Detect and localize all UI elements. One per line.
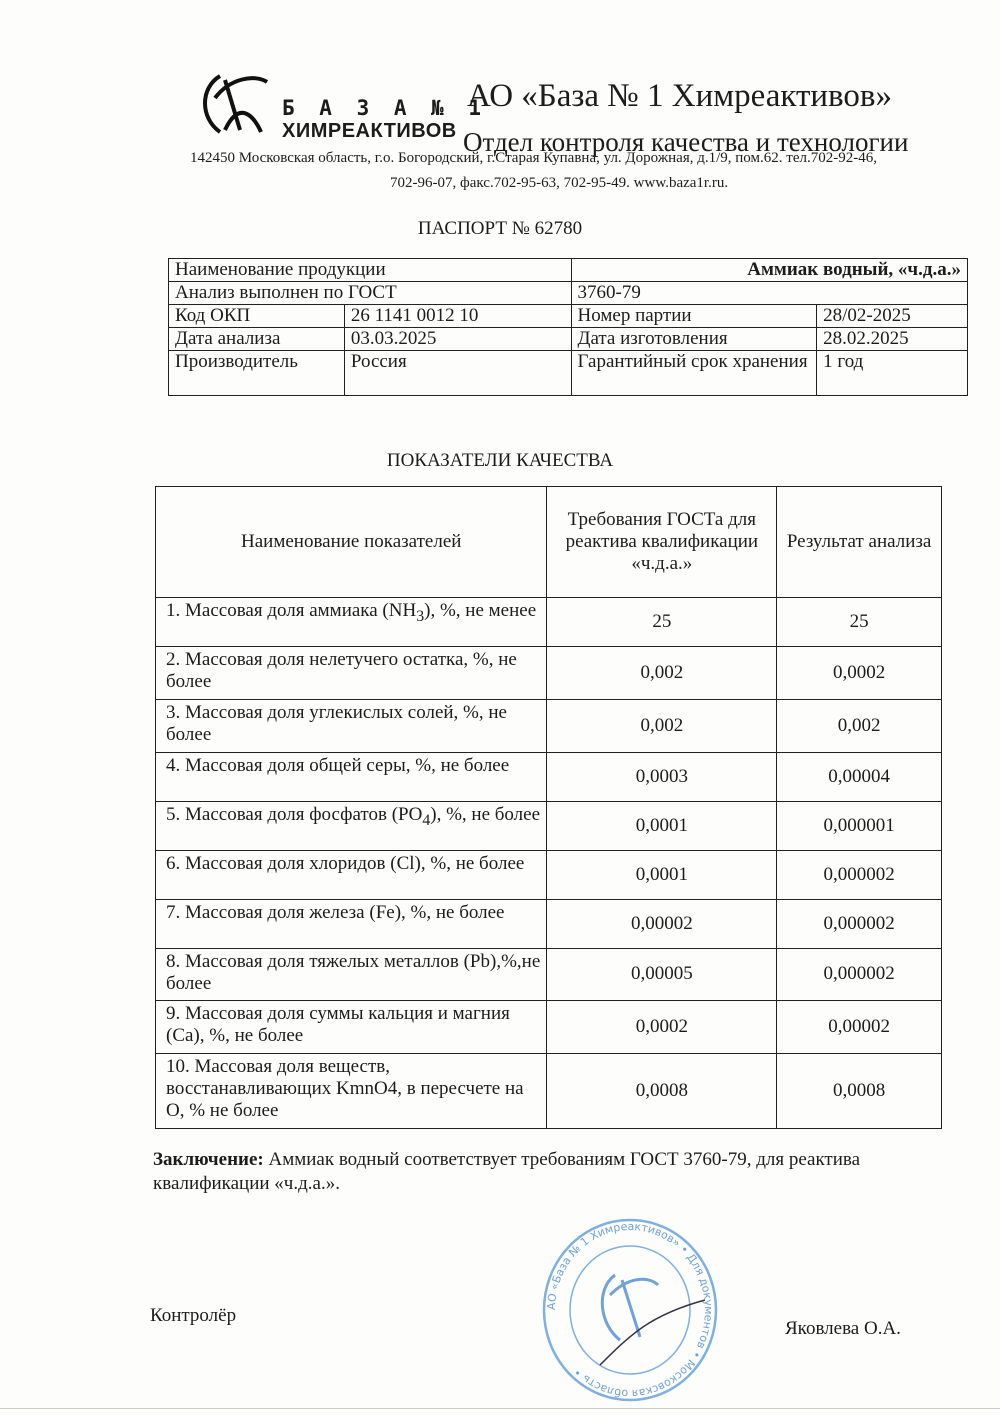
producer-value: Россия xyxy=(344,351,571,396)
batch-label: Номер партии xyxy=(571,305,817,328)
product-label: Наименование продукции xyxy=(169,259,572,282)
quality-title: ПОКАЗАТЕЛИ КАЧЕСТВА xyxy=(386,450,614,471)
indicator-name: 10. Массовая доля веществ, восстанавливающих KmnO4, в пересчете на O, % не более xyxy=(156,1054,547,1129)
controller-label: Контролёр xyxy=(150,1305,237,1326)
analysis-date-label: Дата анализа xyxy=(169,328,345,351)
conclusion-text: Аммиак водный соответствует требованиям ГОСТ 3760-79, для реактива квалификации «ч.д.а.». xyxy=(153,1149,861,1194)
indicator-name: 7. Массовая доля железа (Fe), %, не более xyxy=(156,899,547,948)
okp-label: Код ОКП xyxy=(169,305,345,328)
col-header-result: Результат анализа xyxy=(777,487,942,598)
table-row xyxy=(156,598,942,647)
table-row xyxy=(156,647,942,700)
result-value: 0,002 xyxy=(777,699,942,752)
indicator-name: 4. Массовая доля общей серы, %, не более xyxy=(156,752,547,801)
requirement-value: 0,002 xyxy=(547,647,777,700)
address-line-1: 142450 Московская область, г.о. Богородский, г.Старая Купавна, ул. Дорожная, д.1/9, пом.62. тел.702-92-46, xyxy=(190,150,877,166)
batch-value: 28/02-2025 xyxy=(817,305,968,328)
producer-label: Производитель xyxy=(169,351,345,396)
indicator-name: 3. Массовая доля углекислых солей, %, не более xyxy=(156,699,547,752)
scan-edge-line xyxy=(0,1408,1000,1409)
analysis-date-value: 03.03.2025 xyxy=(344,328,571,351)
gost-value: 3760-79 xyxy=(571,282,968,305)
table-row xyxy=(156,699,942,752)
department-name: Отдел контроля качества и технологии xyxy=(463,127,909,157)
logo-text-top: Б А З А № 1 xyxy=(282,96,488,120)
table-row xyxy=(156,1001,942,1054)
table-row xyxy=(169,351,968,396)
table-row xyxy=(169,305,968,328)
requirement-value: 25 xyxy=(547,598,777,647)
table-row xyxy=(156,899,942,948)
conclusion-label: Заключение: xyxy=(153,1149,264,1170)
requirement-value: 0,002 xyxy=(547,699,777,752)
col-header-requirement: Требования ГОСТа для реактива квалификации «ч.д.а.» xyxy=(547,487,777,598)
gost-label: Анализ выполнен по ГОСТ xyxy=(169,282,572,305)
table-row xyxy=(156,752,942,801)
shelf-life-label: Гарантийный срок хранения xyxy=(571,351,817,396)
stamp-text: АО «База № 1 Химреактивов» • Для документов • Московская область • xyxy=(544,1219,716,1401)
indicator-name: 1. Массовая доля аммиака $(NH_3)$, %, не менее xyxy=(156,598,547,647)
table-row xyxy=(169,259,968,282)
conclusion xyxy=(153,1148,913,1196)
table-row xyxy=(156,948,942,1001)
logo-text-bottom: ХИМРЕАКТИВОВ xyxy=(282,120,457,142)
result-value: 0,000002 xyxy=(777,899,942,948)
quality-table xyxy=(155,486,942,1129)
indicator-name: 9. Массовая доля суммы кальция и магния (Ca), %, не более xyxy=(156,1001,547,1054)
requirement-value: 0,0002 xyxy=(547,1001,777,1054)
org-name: АО «База № 1 Химреактивов» xyxy=(467,78,892,114)
result-value: 0,0008 xyxy=(777,1054,942,1129)
requirement-value: 0,00002 xyxy=(547,899,777,948)
requirement-value: 0,0001 xyxy=(547,850,777,899)
requirement-value: 0,0008 xyxy=(547,1054,777,1129)
result-value: 0,000002 xyxy=(777,850,942,899)
indicator-name: 2. Массовая доля нелетучего остатка, %, не более xyxy=(156,647,547,700)
okp-value: 26 1141 0012 10 xyxy=(344,305,571,328)
table-header-row xyxy=(156,487,942,598)
table-row xyxy=(156,850,942,899)
passport-title: ПАСПОРТ № 62780 xyxy=(417,218,583,239)
table-row xyxy=(156,1054,942,1129)
manufacture-date-label: Дата изготовления xyxy=(571,328,817,351)
product-info-table xyxy=(168,258,968,396)
table-row xyxy=(156,801,942,850)
company-logo-icon xyxy=(195,68,275,140)
result-value: 0,00002 xyxy=(777,1001,942,1054)
result-value: 0,00004 xyxy=(777,752,942,801)
stamp-seal xyxy=(540,1215,720,1405)
result-value: 0,000001 xyxy=(777,801,942,850)
indicator-name: 6. Массовая доля хлоридов (Cl), %, не более xyxy=(156,850,547,899)
table-row xyxy=(169,282,968,305)
requirement-value: 0,0003 xyxy=(547,752,777,801)
requirement-value: 0,00005 xyxy=(547,948,777,1001)
address-line-2: 702-96-07, факс.702-95-63, 702-95-49. www.baza1r.ru. xyxy=(390,175,729,191)
result-value: 25 xyxy=(777,598,942,647)
manufacture-date-value: 28.02.2025 xyxy=(817,328,968,351)
shelf-life-value: 1 год xyxy=(817,351,968,396)
product-value: Аммиак водный, «ч.д.а.» xyxy=(571,259,968,282)
result-value: 0,000002 xyxy=(777,948,942,1001)
requirement-value: 0,0001 xyxy=(547,801,777,850)
table-row xyxy=(169,328,968,351)
col-header-name: Наименование показателей xyxy=(156,487,547,598)
indicator-name: 5. Массовая доля фосфатов $(PO_4)$, %, не более xyxy=(156,801,547,850)
indicator-name: 8. Массовая доля тяжелых металлов (Pb),%,не более xyxy=(156,948,547,1001)
result-value: 0,0002 xyxy=(777,647,942,700)
signer-name: Яковлева О.А. xyxy=(785,1318,901,1339)
